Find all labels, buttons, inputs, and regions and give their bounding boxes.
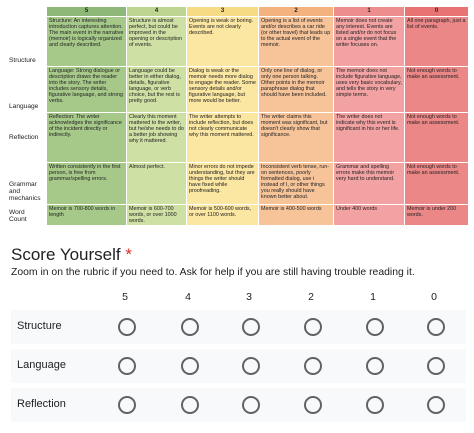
score-row-label: Language <box>17 359 66 371</box>
column-header-5: 5 <box>122 291 128 303</box>
radio-language-4[interactable] <box>181 357 199 375</box>
rubric-cell: Dialog is weak or the memoir needs more dialog to engage the reader. Some sensory details and/or figurative language, but more would be better. <box>187 67 259 113</box>
radio-structure-2[interactable] <box>304 318 322 336</box>
rubric-cell: Memoir is 400-500 words <box>259 205 334 226</box>
radio-reflection-2[interactable] <box>304 396 322 414</box>
rubric-row-label: Grammar and mechanics <box>7 163 47 205</box>
column-header-1: 1 <box>370 291 376 303</box>
rubric-cell: Structure: An interesting introduction captures attention. The main event in the narrative (memoir) is logically organized and clearly described. <box>47 17 127 67</box>
rubric-cell: Almost perfect. <box>127 163 187 205</box>
required-marker: * <box>125 245 132 264</box>
radio-reflection-5[interactable] <box>118 396 136 414</box>
score-row-label: Reflection <box>17 398 66 410</box>
rubric-cell: Opening is a list of events and/or describes a car ride (or other travel) that leads up to the actual event of the memoir. <box>259 17 334 67</box>
rubric-cell: The writer attempts to include reflection, but does not clearly communicate why this moment mattered. <box>187 113 259 163</box>
radio-language-0[interactable] <box>427 357 445 375</box>
rubric-row-label: Word Count <box>7 205 47 226</box>
question-instructions: Zoom in on the rubric if you need to. Ask for help if you are still having trouble reading it. <box>11 267 415 278</box>
column-header-3: 3 <box>246 291 252 303</box>
radio-structure-3[interactable] <box>242 318 260 336</box>
column-header-2: 2 <box>308 291 314 303</box>
rubric-cell: Inconsistent verb tense, run-on sentences, poorly formatted dialog, use i instead of I, or other things you really should have known better about. <box>259 163 334 205</box>
rubric-header-5: 5 <box>47 7 127 17</box>
rubric-cell: Memoir does not create any interest. Events are listed and/or do not focus on a single event that the writer focuses on. <box>334 17 405 67</box>
rubric-cell: All one paragraph, just a list of events. <box>405 17 469 67</box>
rubric-cell: Memoir is 700-800 words in length <box>47 205 127 226</box>
rubric-cell: Language: Strong dialogue or description draws the reader into the story. The writer includes sensory details, figurative language, and strong verbs. <box>47 67 127 113</box>
radio-structure-5[interactable] <box>118 318 136 336</box>
rubric-cell: Structure is almost perfect, but could be improved in the opening or description of events. <box>127 17 187 67</box>
rubric-cell: Clearly this moment mattered to the writer, but he/she needs to do a better job showing why it mattered. <box>127 113 187 163</box>
rubric-header-0: 0 <box>405 7 469 17</box>
score-row-language <box>11 349 466 383</box>
rubric-row-grammar <box>7 163 469 205</box>
rubric-cell: Memoir is under 200 words. <box>405 205 469 226</box>
rubric-cell: The writer does not indicate why this event is significant in his or her life. <box>334 113 405 163</box>
rubric-row-structure <box>7 17 469 67</box>
rubric-header-2: 2 <box>259 7 334 17</box>
rubric-cell: Minor errors do not impede understanding, but they are things the writer should have fixed while proofreading. <box>187 163 259 205</box>
rubric-cell: Memoir is 500-600 words, or over 1100 words. <box>187 205 259 226</box>
rubric-row-language <box>7 67 469 113</box>
radio-reflection-0[interactable] <box>427 396 445 414</box>
rubric-cell: The writer claims this moment was significant, but doesn't clearly show that significance. <box>259 113 334 163</box>
radio-reflection-1[interactable] <box>366 396 384 414</box>
rubric-cell: The memoir does not include figurative language, uses very basic vocabulary, and tells the story in very simple terms. <box>334 67 405 113</box>
rubric-cell: Not enough words to make an assessment. <box>405 163 469 205</box>
score-row-reflection <box>11 388 466 422</box>
question-title-text: Score Yourself <box>11 245 121 264</box>
rubric-row-word-count <box>7 205 469 226</box>
rubric-header-3: 3 <box>187 7 259 17</box>
score-row-label: Structure <box>17 320 62 332</box>
column-header-4: 4 <box>185 291 191 303</box>
column-header-0: 0 <box>431 291 437 303</box>
radio-structure-0[interactable] <box>427 318 445 336</box>
rubric-cell: Not enough words to make an assessment. <box>405 113 469 163</box>
rubric-cell: Only one line of dialog, or only one person talking. Other points in the memoir paraphrase dialog that should have been included. <box>259 67 334 113</box>
radio-reflection-3[interactable] <box>242 396 260 414</box>
radio-structure-1[interactable] <box>366 318 384 336</box>
radio-language-3[interactable] <box>242 357 260 375</box>
score-row-structure <box>11 310 466 344</box>
rubric-row-label: Reflection <box>7 113 47 163</box>
radio-reflection-4[interactable] <box>181 396 199 414</box>
rubric-cell: Under 400 words <box>334 205 405 226</box>
score-grid <box>11 288 466 427</box>
rubric-cell: Reflection: The writer acknowledges the significance of the incident directly or indirectly. <box>47 113 127 163</box>
radio-language-1[interactable] <box>366 357 384 375</box>
rubric-cell: Grammar and spelling errors make this memoir very hard to understand. <box>334 163 405 205</box>
rubric-row-label: Structure <box>7 17 47 67</box>
rubric-cell: Opening is weak or boring. Events are not clearly described. <box>187 17 259 67</box>
rubric-cell: Language could be better in either dialog, details, figurative language, or verb choice, but the rest is pretty good. <box>127 67 187 113</box>
question-title <box>11 245 132 265</box>
rubric-cell: Written consistently in the first person, is free from grammar/spelling errors. <box>47 163 127 205</box>
rubric-header-1: 1 <box>334 7 405 17</box>
radio-language-2[interactable] <box>304 357 322 375</box>
rubric-row-label: Language <box>7 67 47 113</box>
rubric-row-reflection <box>7 113 469 163</box>
radio-language-5[interactable] <box>118 357 136 375</box>
rubric-table <box>6 6 469 226</box>
rubric-corner <box>7 7 47 17</box>
rubric-cell: Memoir is 600-700 words, or over 1000 words. <box>127 205 187 226</box>
radio-structure-4[interactable] <box>181 318 199 336</box>
score-grid-header <box>11 288 466 310</box>
rubric-header-4: 4 <box>127 7 187 17</box>
rubric-cell: Not enough words to make an assessment. <box>405 67 469 113</box>
